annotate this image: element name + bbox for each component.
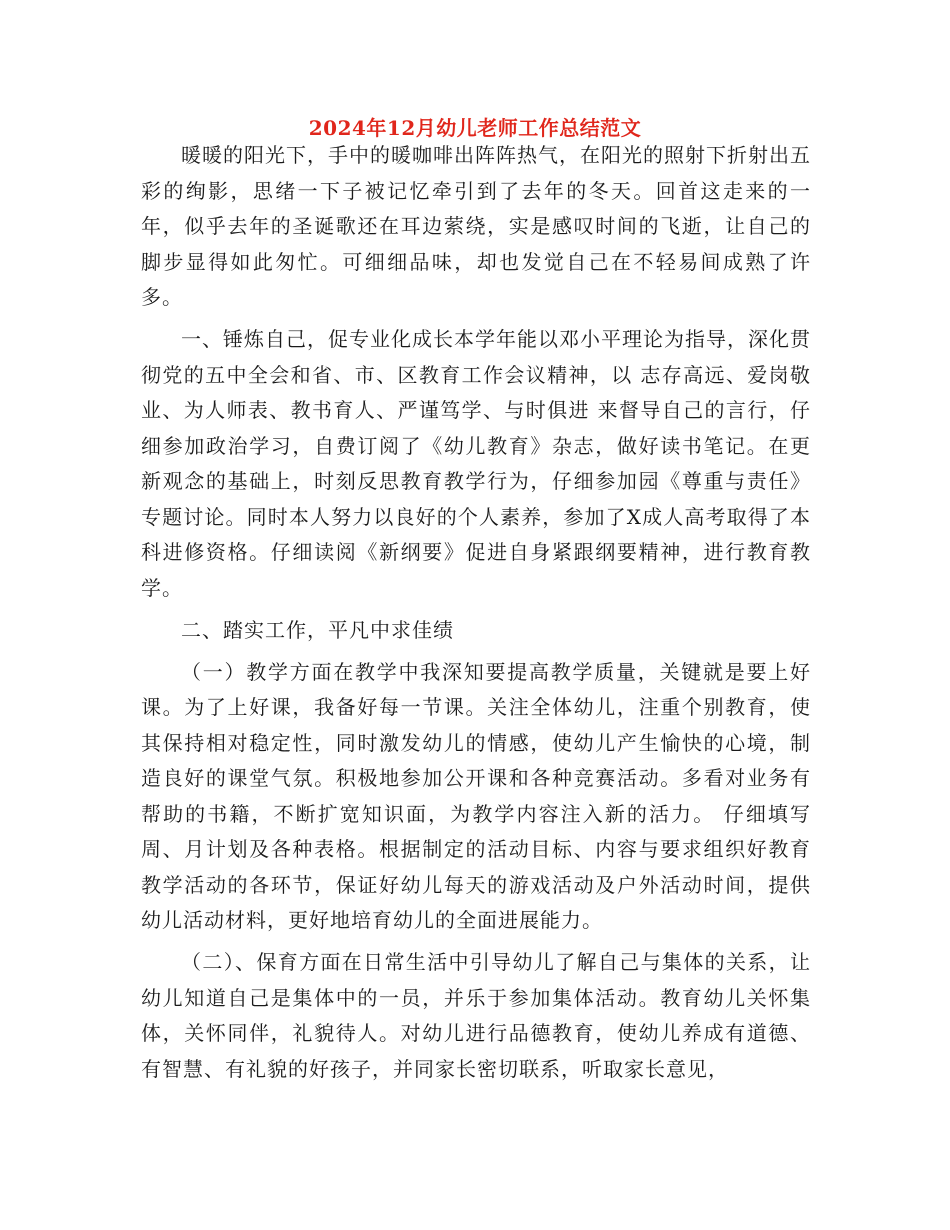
paragraph-intro: 暖暖的阳光下，手中的暖咖啡出阵阵热气，在阳光的照射下折射出五彩的绚影，思绪一下子被记忆牵引到了去年的冬天。回首这走来的一年，似乎去年的圣诞歌还在耳边萦绕，实是感叹时间的飞逝，让自己的脚步显得如此匆忙。可细细品味，却也发觉自己在不轻易间成熟了许多。 [141, 143, 811, 309]
paragraph-section-one: 一、锤炼自己，促专业化成长本学年能以邓小平理论为指导，深化贯彻党的五中全会和省、市、区教育工作会议精神，以 志存高远、爱岗敬业、为人师表、教书育人、严谨笃学、与时俱进 来督导自己的言行，仔细参加政治学习，自费订阅了《幼儿教育》杂志，做好读书笔记。在更新观念的基础上，时刻反思教育教学行为，仔细参加园《尊重与责任》专题讨论。同时本人努力以良好的个人素养，参加了X成人高考取得了本科进修资格。仔细读阅《新纲要》促进自身紧跟纲要精神，进行教育教学。 [141, 327, 811, 600]
paragraph-care: （二）、保育方面在日常生活中引导幼儿了解自己与集体的关系，让幼儿知道自己是集体中的一员，并乐于参加集体活动。教育幼儿关怀集体，关怀同伴，礼貌待人。对幼儿进行品德教育，使幼儿养成有道德、有智慧、有礼貌的好孩子，并同家长密切联系，听取家长意见， [141, 950, 811, 1081]
paragraph-section-two-heading: 二、踏实工作，平凡中求佳绩 [181, 617, 454, 642]
document-title: 2024年12月幼儿老师工作总结范文 [308, 116, 642, 140]
document-body [141, 138, 811, 1087]
paragraph-teaching: （一）教学方面在教学中我深知要提高教学质量，关键就是要上好课。为了上好课，我备好每一节课。关注全体幼儿，注重个别教育，使其保持相对稳定性，同时激发幼儿的情感，使幼儿产生愉快的心境，制造良好的课堂气氛。积极地参加公开课和各种竞赛活动。多看对业务有帮助的书籍，不断扩宽知识面，为教学内容注入新的活力。 仔细填写周、月计划及各种表格。根据制定的活动目标、内容与要求组织好教育教学活动的各环节，保证好幼儿每天的游戏活动及户外活动时间，提供幼儿活动材料，更好地培育幼儿的全面进展能力。 [141, 659, 811, 932]
